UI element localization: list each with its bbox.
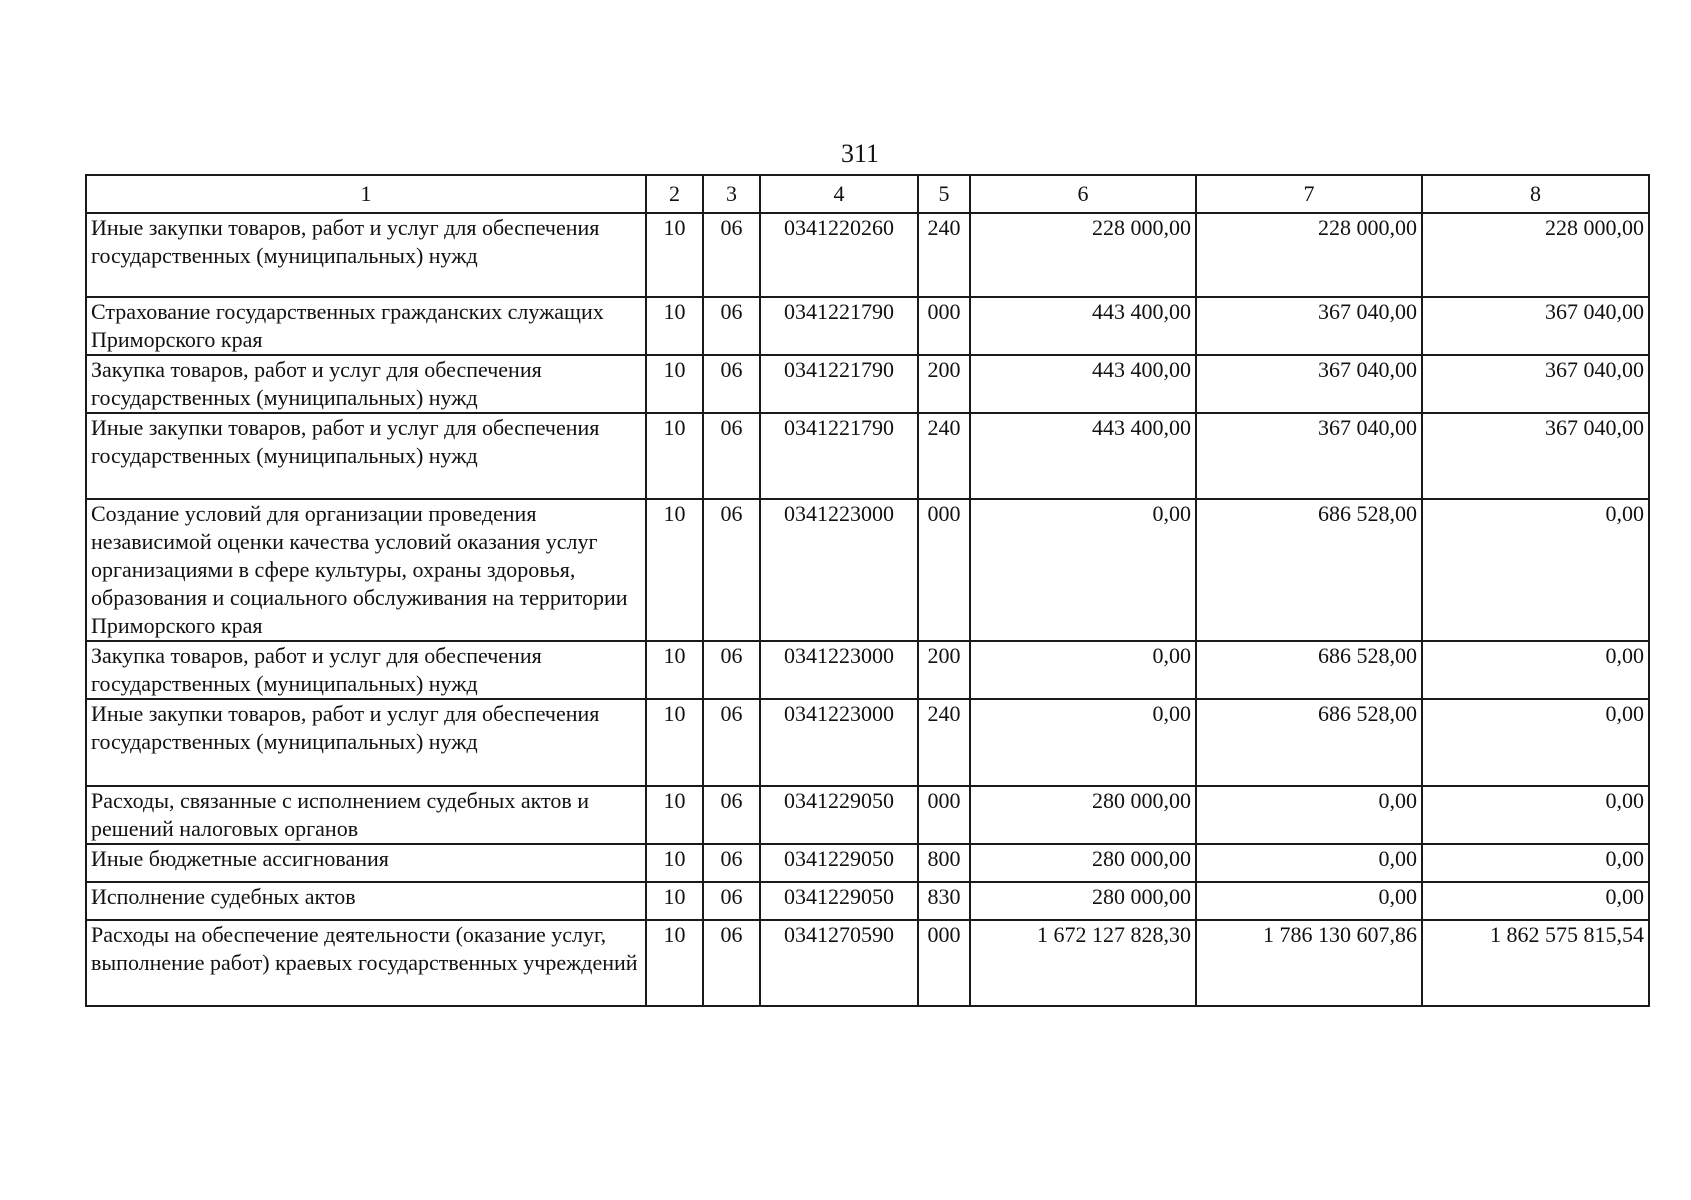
section-code: 10 (646, 297, 703, 355)
subsection-code: 06 (703, 699, 760, 786)
subsection-code: 06 (703, 413, 760, 499)
section-code: 10 (646, 499, 703, 641)
amount-col8: 0,00 (1422, 699, 1649, 786)
target-article-code: 0341223000 (760, 641, 918, 699)
expense-name: Расходы на обеспечение деятельности (оказание услуг, выполнение работ) краевых государственных учреждений (86, 920, 646, 1006)
expense-name: Исполнение судебных актов (86, 882, 646, 920)
section-code: 10 (646, 882, 703, 920)
table-row (86, 699, 1649, 786)
subsection-code: 06 (703, 882, 760, 920)
section-code: 10 (646, 413, 703, 499)
amount-col6: 443 400,00 (970, 297, 1196, 355)
table-row (86, 355, 1649, 413)
column-header: 3 (703, 175, 760, 213)
expense-type-code: 200 (918, 641, 970, 699)
section-code: 10 (646, 699, 703, 786)
column-header: 4 (760, 175, 918, 213)
amount-col7: 228 000,00 (1196, 213, 1422, 297)
table-row (86, 413, 1649, 499)
amount-col8: 228 000,00 (1422, 213, 1649, 297)
amount-col6: 1 672 127 828,30 (970, 920, 1196, 1006)
expense-name: Иные бюджетные ассигнования (86, 844, 646, 882)
expense-name: Закупка товаров, работ и услуг для обеспечения государственных (муниципальных) нужд (86, 641, 646, 699)
amount-col7: 686 528,00 (1196, 499, 1422, 641)
section-code: 10 (646, 213, 703, 297)
column-header: 7 (1196, 175, 1422, 213)
expense-name: Иные закупки товаров, работ и услуг для обеспечения государственных (муниципальных) нужд (86, 413, 646, 499)
expense-type-code: 240 (918, 413, 970, 499)
amount-col7: 1 786 130 607,86 (1196, 920, 1422, 1006)
table-row (86, 297, 1649, 355)
expense-type-code: 000 (918, 499, 970, 641)
amount-col7: 0,00 (1196, 882, 1422, 920)
expense-name: Иные закупки товаров, работ и услуг для обеспечения государственных (муниципальных) нужд (86, 699, 646, 786)
amount-col8: 0,00 (1422, 499, 1649, 641)
amount-col7: 367 040,00 (1196, 297, 1422, 355)
expense-name: Закупка товаров, работ и услуг для обеспечения государственных (муниципальных) нужд (86, 355, 646, 413)
section-code: 10 (646, 786, 703, 844)
amount-col6: 443 400,00 (970, 355, 1196, 413)
amount-col7: 686 528,00 (1196, 641, 1422, 699)
expense-type-code: 200 (918, 355, 970, 413)
amount-col7: 367 040,00 (1196, 355, 1422, 413)
amount-col7: 367 040,00 (1196, 413, 1422, 499)
expense-type-code: 830 (918, 882, 970, 920)
amount-col6: 0,00 (970, 699, 1196, 786)
amount-col6: 443 400,00 (970, 413, 1196, 499)
target-article-code: 0341220260 (760, 213, 918, 297)
section-code: 10 (646, 355, 703, 413)
target-article-code: 0341270590 (760, 920, 918, 1006)
amount-col6: 280 000,00 (970, 882, 1196, 920)
amount-col6: 0,00 (970, 499, 1196, 641)
amount-col8: 367 040,00 (1422, 355, 1649, 413)
target-article-code: 0341221790 (760, 355, 918, 413)
subsection-code: 06 (703, 499, 760, 641)
amount-col8: 0,00 (1422, 844, 1649, 882)
subsection-code: 06 (703, 786, 760, 844)
table-row (86, 844, 1649, 882)
column-header: 5 (918, 175, 970, 213)
amount-col7: 686 528,00 (1196, 699, 1422, 786)
amount-col8: 1 862 575 815,54 (1422, 920, 1649, 1006)
amount-col8: 0,00 (1422, 786, 1649, 844)
column-header: 1 (86, 175, 646, 213)
table-row (86, 641, 1649, 699)
page-number: 311 (840, 139, 880, 168)
amount-col7: 0,00 (1196, 844, 1422, 882)
section-code: 10 (646, 641, 703, 699)
amount-col7: 0,00 (1196, 786, 1422, 844)
amount-col8: 367 040,00 (1422, 297, 1649, 355)
budget-table (85, 174, 1650, 1007)
amount-col6: 228 000,00 (970, 213, 1196, 297)
target-article-code: 0341221790 (760, 413, 918, 499)
column-header: 2 (646, 175, 703, 213)
target-article-code: 0341223000 (760, 499, 918, 641)
subsection-code: 06 (703, 213, 760, 297)
column-header: 6 (970, 175, 1196, 213)
expense-name: Создание условий для организации проведения независимой оценки качества условий оказания услуг организациями в сфере культуры, охраны здоровья, образования и социального обслуживания на территории Приморского края (86, 499, 646, 641)
subsection-code: 06 (703, 641, 760, 699)
expense-type-code: 000 (918, 297, 970, 355)
table-row (86, 786, 1649, 844)
subsection-code: 06 (703, 297, 760, 355)
expense-name: Страхование государственных гражданских служащих Приморского края (86, 297, 646, 355)
target-article-code: 0341229050 (760, 882, 918, 920)
expense-type-code: 800 (918, 844, 970, 882)
expense-type-code: 000 (918, 920, 970, 1006)
expense-type-code: 000 (918, 786, 970, 844)
expense-name: Иные закупки товаров, работ и услуг для обеспечения государственных (муниципальных) нужд (86, 213, 646, 297)
expense-name: Расходы, связанные с исполнением судебных актов и решений налоговых органов (86, 786, 646, 844)
subsection-code: 06 (703, 355, 760, 413)
amount-col6: 0,00 (970, 641, 1196, 699)
table-row (86, 920, 1649, 1006)
table-row (86, 882, 1649, 920)
amount-col8: 0,00 (1422, 882, 1649, 920)
expense-type-code: 240 (918, 699, 970, 786)
table-row (86, 499, 1649, 641)
section-code: 10 (646, 844, 703, 882)
amount-col8: 367 040,00 (1422, 413, 1649, 499)
column-header: 8 (1422, 175, 1649, 213)
table-row (86, 213, 1649, 297)
amount-col6: 280 000,00 (970, 786, 1196, 844)
subsection-code: 06 (703, 844, 760, 882)
amount-col6: 280 000,00 (970, 844, 1196, 882)
target-article-code: 0341229050 (760, 786, 918, 844)
target-article-code: 0341229050 (760, 844, 918, 882)
subsection-code: 06 (703, 920, 760, 1006)
amount-col8: 0,00 (1422, 641, 1649, 699)
target-article-code: 0341221790 (760, 297, 918, 355)
header-row (86, 175, 1649, 213)
section-code: 10 (646, 920, 703, 1006)
target-article-code: 0341223000 (760, 699, 918, 786)
expense-type-code: 240 (918, 213, 970, 297)
